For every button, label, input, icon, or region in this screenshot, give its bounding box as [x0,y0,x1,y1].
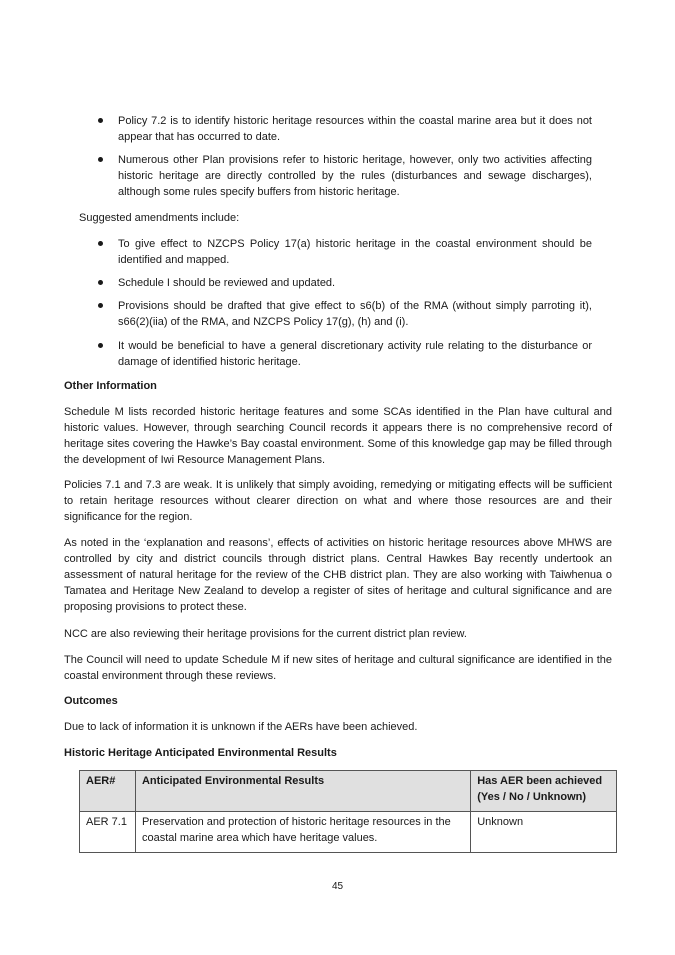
paragraph: The Council will need to update Schedule M if new sites of heritage and cultural significance are identified in the coastal environment through these reviews. [64,654,612,682]
bullet-text: Numerous other Plan provisions refer to historic heritage, however, only two activities affecting historic heritage are directly controlled by the rules (disturbances and sewage discharges), although some rules specify buffers from historic heritage. [118,154,592,198]
bullet-text: Policy 7.2 is to identify historic heritage resources within the coastal marine area but it does not appear that has occurred to date. [118,115,592,143]
bullet-icon [98,118,103,123]
table-header-cell: AER# [80,771,136,812]
bullet-text: To give effect to NZCPS Policy 17(a) historic heritage in the coastal environment should be identified and mapped. [118,238,592,266]
bullet-item [118,152,592,200]
table-cell: Unknown [471,812,617,853]
bullet-item [118,298,592,330]
paragraph: Schedule M lists recorded historic heritage features and some SCAs identified in the Plan have cultural and historic values. However, through searching Council records it appears there is no comprehensive record of heritage sites covering the Hawke’s Bay coastal environment. Some of this knowledge gap may be filled through the development of Iwi Resource Management Plans. [64,406,612,466]
amendments-intro: Suggested amendments include: [79,212,240,224]
bullet-item [118,236,592,268]
table-cell: AER 7.1 [80,812,136,853]
paragraph: NCC are also reviewing their heritage provisions for the current district plan review. [64,628,467,640]
bullet-text: Provisions should be drafted that give effect to s6(b) of the RMA (without simply parroting it), s66(2)(iia) of the RMA, and NZCPS Policy 17(g), (h) and (i). [118,300,592,328]
bullet-icon [98,157,103,162]
bullet-icon [98,280,103,285]
table-heading: Historic Heritage Anticipated Environmental Results [64,747,337,759]
table-row [80,812,617,853]
outcomes-text: Due to lack of information it is unknown if the AERs have been achieved. [64,721,418,733]
bullet-item [118,113,592,145]
table-header-cell: Anticipated Environmental Results [135,771,470,812]
section-heading-other-information: Other Information [64,380,157,392]
table-header-cell: Has AER been achieved (Yes / No / Unknown) [471,771,617,812]
bullet-icon [98,343,103,348]
bullet-text: It would be beneficial to have a general discretionary activity rule relating to the disturbance or damage of identified historic heritage. [118,340,592,368]
section-heading-outcomes: Outcomes [64,695,118,707]
table-header-row [80,771,617,812]
page-number: 45 [331,881,344,892]
paragraph: As noted in the ‘explanation and reasons’, effects of activities on historic heritage resources above MHWS are controlled by city and district councils through district plans. Central Hawkes Bay recently undertook an assessment of natural heritage for the review of the CHB district plan. They are also working with Taiwhenua o Tamatea and Heritage New Zealand to develop a register of sites of heritage and cultural significance and are proposing provisions to protect these. [64,537,612,613]
bullet-text: Schedule I should be reviewed and updated. [118,277,336,289]
table-cell: Preservation and protection of historic heritage resources in the coastal marine area which have heritage values. [135,812,470,853]
bullet-item [118,275,592,291]
bullet-icon [98,241,103,246]
aer-table [79,770,617,853]
bullet-icon [98,303,103,308]
paragraph: Policies 7.1 and 7.3 are weak. It is unlikely that simply avoiding, remedying or mitigating effects will be sufficient to retain heritage resources without clearer direction on what and where those resources are and their significance for the region. [64,479,612,523]
bullet-item [118,338,592,370]
